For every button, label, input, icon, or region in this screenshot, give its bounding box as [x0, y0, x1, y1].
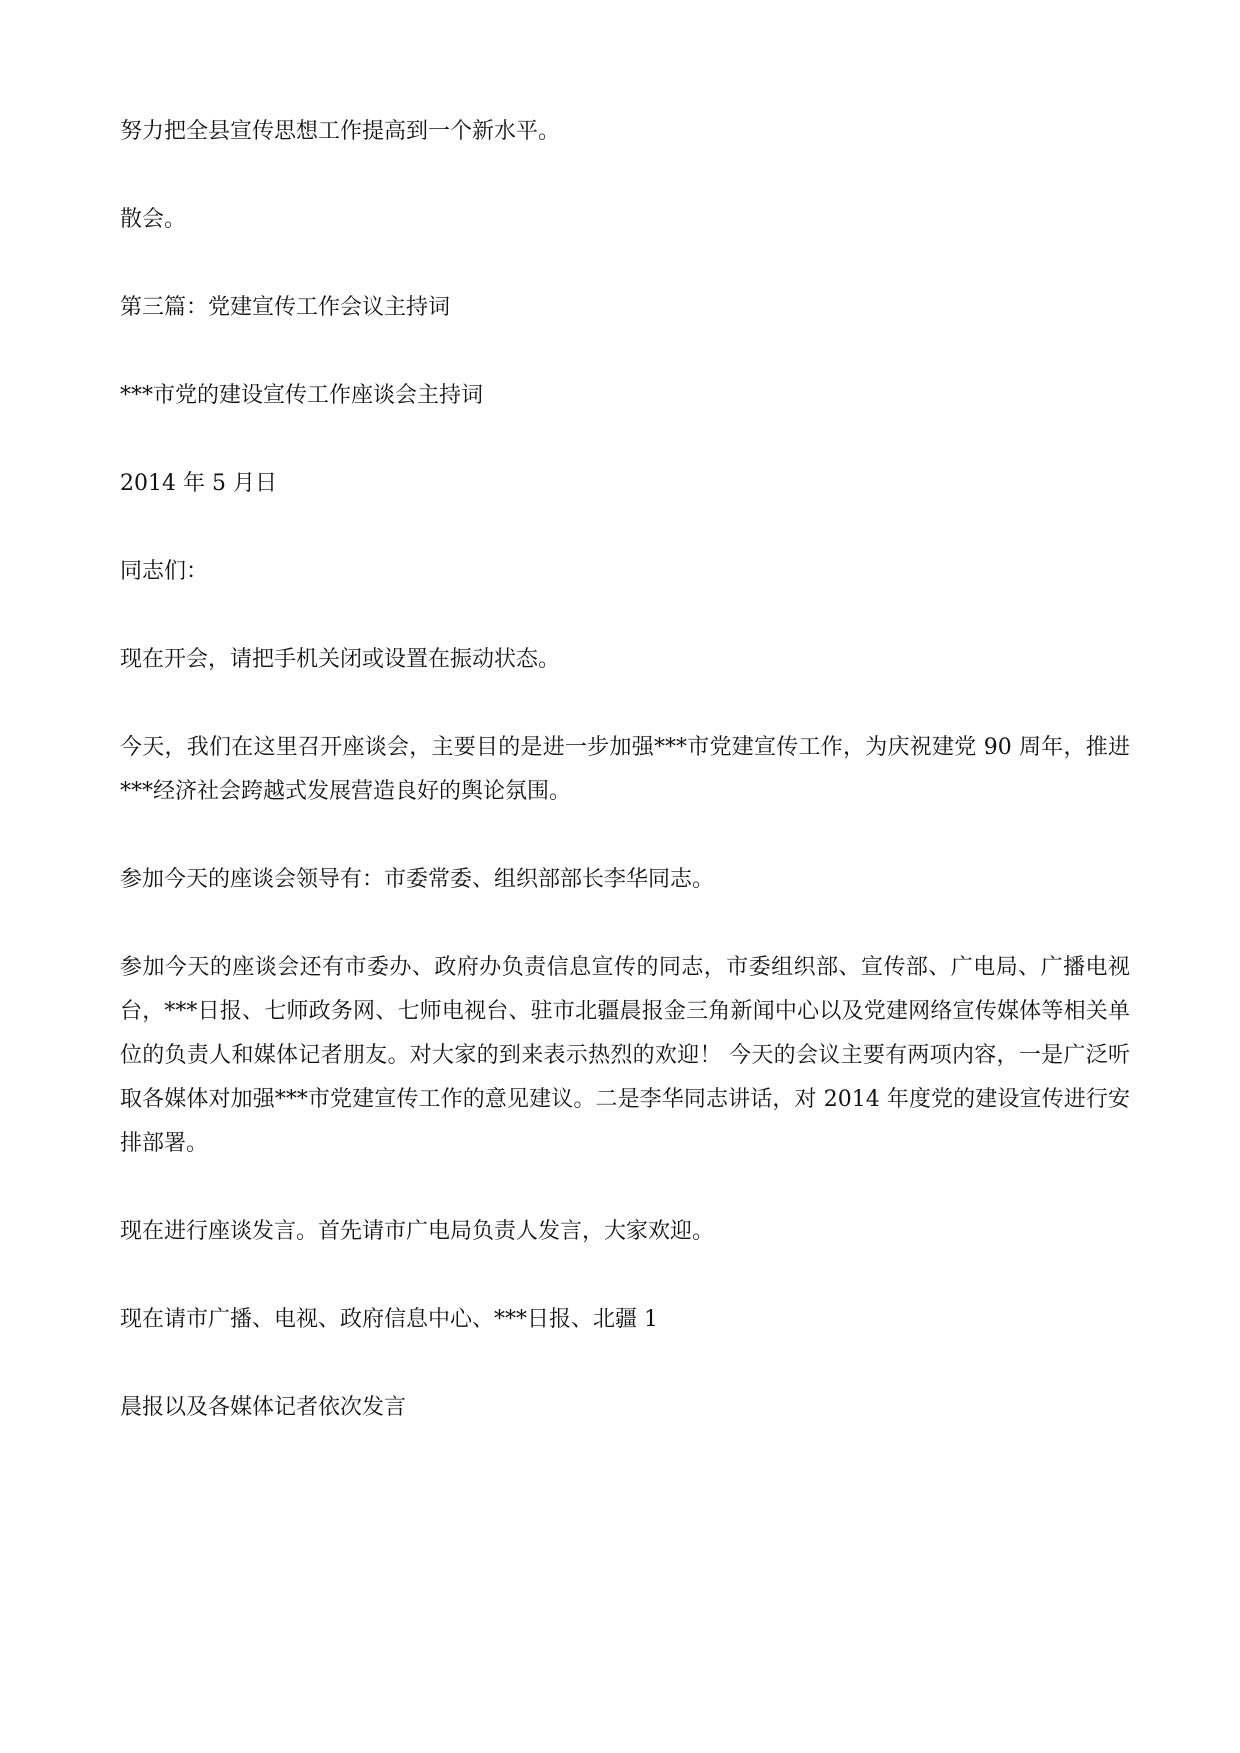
document-page [120, 0, 1130, 1753]
section-heading: 第三篇：党建宣传工作会议主持词 [120, 295, 451, 320]
paragraph-closing-goal: 努力把全县宣传思想工作提高到一个新水平。 [120, 119, 561, 144]
paragraph-speakers-continued: 晨报以及各媒体记者依次发言 [120, 1395, 407, 1420]
paragraph-opening: 现在开会，请把手机关闭或设置在振动状态。 [120, 647, 561, 672]
paragraph-next-speakers: 现在请市广播、电视、政府信息中心、***日报、北疆 1 [120, 1307, 658, 1332]
salutation: 同志们： [120, 559, 209, 584]
document-date: 2014 年 5 月日 [120, 471, 277, 496]
paragraph-first-speaker: 现在进行座谈发言。首先请市广电局负责人发言，大家欢迎。 [120, 1219, 715, 1244]
paragraph-attendees-agenda: 参加今天的座谈会还有市委办、政府办负责信息宣传的同志，市委组织部、宣传部、广电局、广播电视台，***日报、七师政务网、七师电视台、驻市北疆晨报金三角新闻中心以及党建网络宣传媒体等相关单位的负责人和媒体记者朋友。对大家的到来表示热烈的欢迎！ 今天的会议主要有两项内容，一是广泛听取各媒体对加强***市党建宣传工作的意见建议。二是李华同志讲话，对 2014 年度党的建设宣传进行安排部署。 [120, 955, 1130, 1156]
paragraph-leaders: 参加今天的座谈会领导有：市委常委、组织部部长李华同志。 [120, 867, 715, 892]
paragraph-adjourn: 散会。 [120, 207, 187, 232]
paragraph-purpose: 今天，我们在这里召开座谈会，主要目的是进一步加强***市党建宣传工作，为庆祝建党 90 周年，推进***经济社会跨越式发展营造良好的舆论氛围。 [120, 735, 1130, 804]
document-title: ***市党的建设宣传工作座谈会主持词 [120, 383, 484, 408]
